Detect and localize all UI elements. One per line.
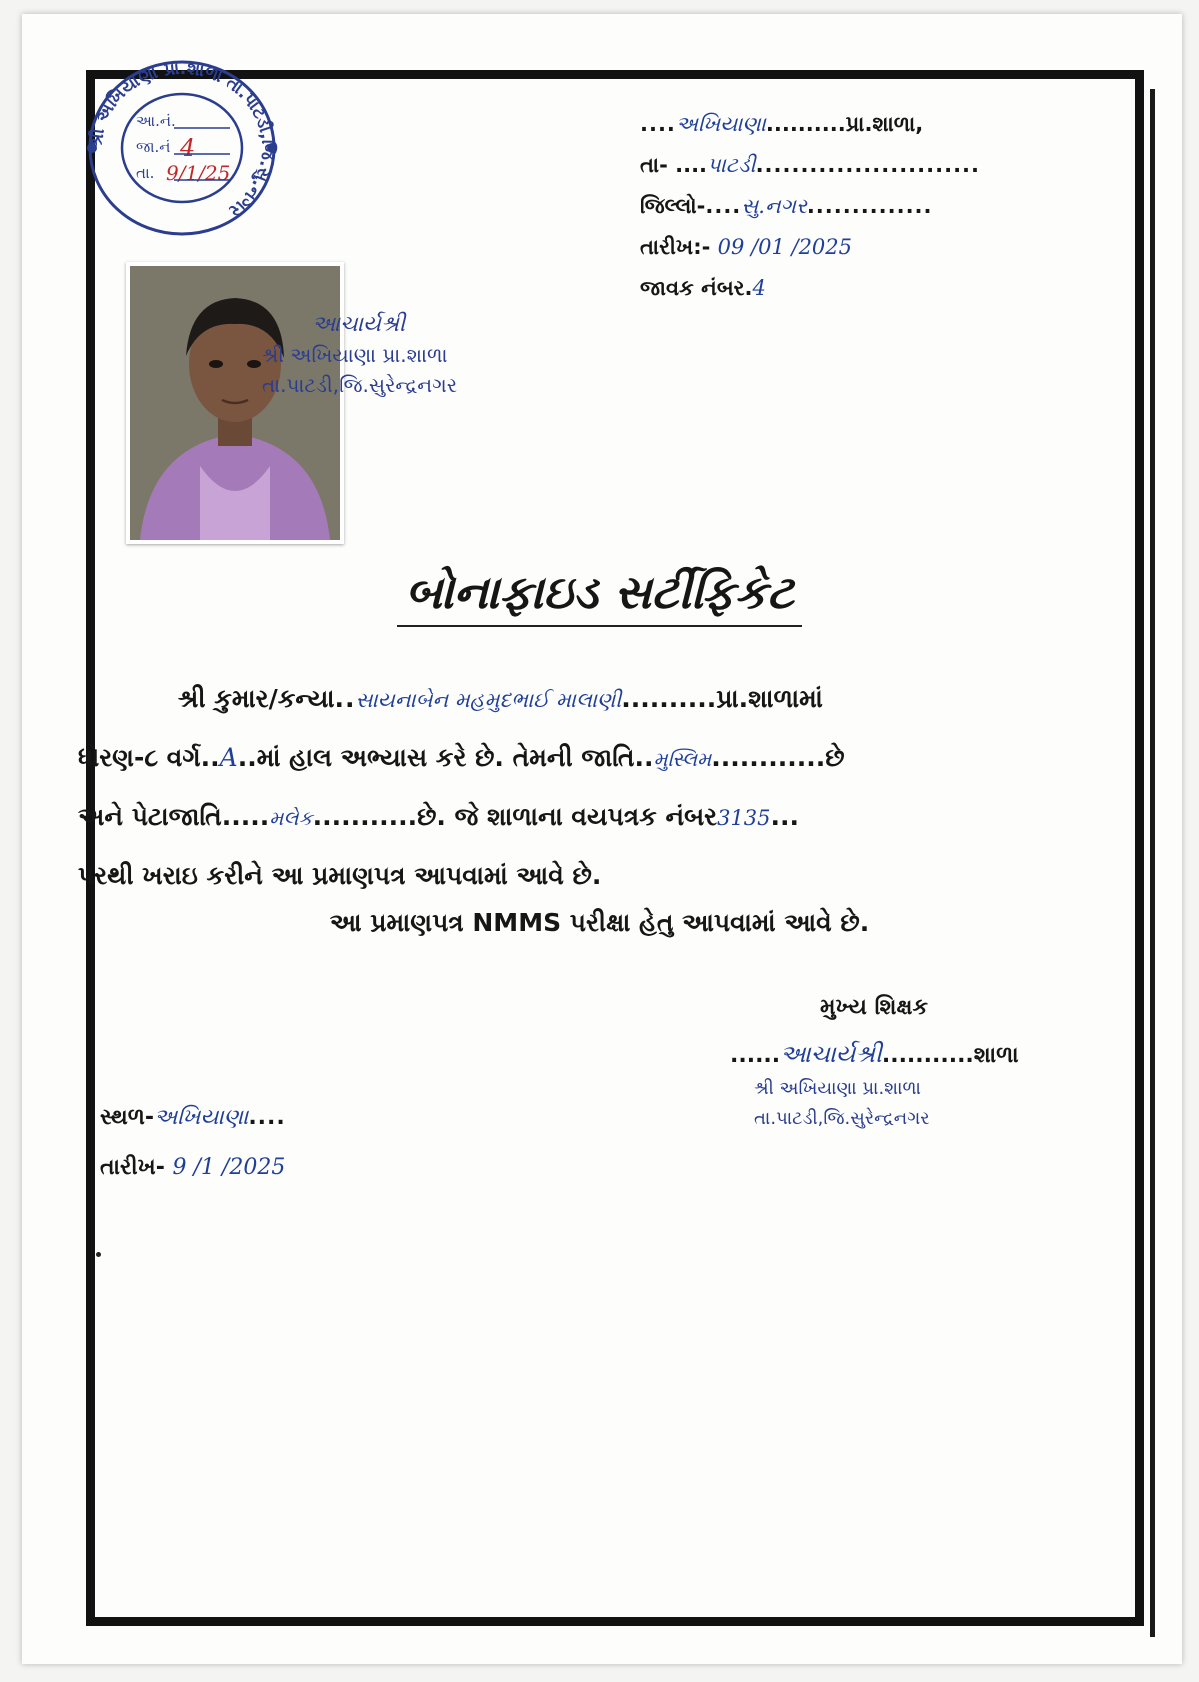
header-taluka-line: તા- ....પાટડી.........................	[640, 153, 981, 177]
principal-stamp-line2: તા.પાટડી,જિ.સુરેન્દ્રનગર	[754, 1108, 930, 1129]
header-date-label: તારીખ:-	[640, 235, 711, 259]
body-line-1: શ્રી કુમાર/કન્યા..સાયનાબેન મહમુદભાઈ માલાણી..........પ્રા.શાળામાં	[178, 684, 823, 713]
school-round-stamp	[80, 52, 290, 242]
footer-date-hand: 9 /1 /2025	[172, 1155, 286, 1180]
outward-label: જાવક નંબર.	[640, 276, 753, 300]
photo-attestation-stamp	[262, 310, 457, 400]
register-number-hand: 3135	[717, 806, 771, 830]
body-line3-suffix: ...	[770, 802, 800, 831]
body-line-3: અને પેટાજાતિ.....મલેક...........છે. જે શાળાના વયપત્રક નંબર3135...	[78, 802, 800, 831]
principal-stamp	[730, 1074, 1070, 1134]
stamp-line3-hand: 9/1/25	[166, 161, 231, 185]
principal-signature: આચાર્યશ્રી	[780, 1040, 882, 1068]
taluka-hand: પાટડી	[707, 153, 756, 177]
principal-signature-block	[730, 995, 1070, 1134]
place-line: સ્થળ-અખિયાણા....	[100, 1105, 286, 1130]
header-school-line: ....અખિયાણા..........પ્રા.શાળા,	[640, 112, 924, 136]
body-line3-prefix: અને પેટાજાતિ	[78, 802, 222, 831]
photo-signature: આચાર્યશ્રી	[312, 312, 406, 337]
student-photo-image	[130, 266, 340, 540]
outward-hand: 4	[752, 276, 766, 300]
header-school-suffix: ..........પ્રા.શાળા,	[765, 112, 924, 136]
stamp-line2: જા.નં	[136, 138, 171, 156]
taluka-label: તા-	[640, 153, 668, 177]
header-date-hand: 09 /01 /2025	[717, 235, 853, 259]
principal-school-line: ......આચાર્યશ્રી...........શાળા	[730, 1040, 1019, 1068]
certificate-title: બોનાફાઇડ સર્ટીફિકેટ	[397, 565, 802, 627]
photo-stamp-line1: શ્રી અખિયાણા પ્રા.શાળા	[262, 343, 448, 367]
student-name-hand: સાયનાબેન મહમુદભાઈ માલાણી	[355, 688, 622, 712]
header-address	[640, 104, 1060, 309]
body-line2-middle: ..માં હાલ અભ્યાસ કરે છે. તેમની જાતિ	[237, 743, 635, 772]
place-label: સ્થળ-	[100, 1105, 155, 1130]
certificate-title-wrap	[0, 565, 1199, 621]
body-line3-middle: ...........છે. જે શાળાના વયપત્રક નંબર	[312, 802, 718, 831]
stamp-ring-text: શ્રી અખિયાણા પ્રા.શાળા તા.પાટડી,જિ.સુ.નગર	[86, 58, 278, 221]
body-line-4: પરથી ખરાઇ કરીને આ પ્રમાણપત્ર આપવામાં આવે છે.	[78, 861, 602, 890]
body-line2-prefix: ધોરણ-૮ વર્ગ	[78, 743, 201, 772]
district-label: જિલ્લો-	[640, 194, 706, 218]
stamp-line2-hand: 4	[180, 134, 196, 162]
stamp-line1: આ.નં.	[136, 112, 176, 130]
principal-school-suffix: ...........શાળા	[881, 1043, 1019, 1068]
principal-stamp-line1: શ્રી અખિયાણા પ્રા.શાળા	[754, 1078, 921, 1099]
stamp-line3: તા.	[136, 164, 155, 182]
footer-date-line	[100, 1143, 286, 1193]
footer-date-label: તારીખ-	[100, 1155, 165, 1180]
body-line1-suffix: ..........પ્રા.શાળામાં	[621, 684, 823, 713]
district-hand: સુ.નગર	[741, 194, 807, 218]
header-district-line: જિલ્લો-....સુ.નગર..............	[640, 194, 933, 218]
photo-stamp-line2: તા.પાટડી,જિ.સુરેન્દ્રનગર	[262, 373, 458, 397]
class-division-hand: A	[219, 743, 238, 772]
principal-role: મુખ્ય શિક્ષક	[820, 995, 929, 1020]
body-line2-suffix: ............છે	[711, 743, 845, 772]
place-hand: અખિયાણા	[154, 1105, 249, 1130]
header-outward-line	[640, 268, 1060, 309]
caste-hand: મુસ્લિમ	[653, 747, 712, 771]
header-school-hand: અખિયાણા	[675, 112, 766, 136]
subcaste-hand: મલેક	[269, 806, 313, 830]
body-line1-prefix: શ્રી કુમાર/કન્યા	[178, 684, 335, 713]
student-photo	[126, 262, 344, 544]
header-date-line	[640, 227, 1060, 268]
place-date-block	[100, 1093, 286, 1193]
purpose-line: આ પ્રમાણપત્ર NMMS પરીક્ષા હેતુ આપવામાં આવે છે.	[329, 908, 870, 937]
certificate-body	[78, 670, 1098, 905]
ink-dot	[96, 1252, 101, 1257]
body-line-2: ધોરણ-૮ વર્ગ..A..માં હાલ અભ્યાસ કરે છે. તેમની જાતિ..મુસ્લિમ............છે	[78, 743, 845, 772]
